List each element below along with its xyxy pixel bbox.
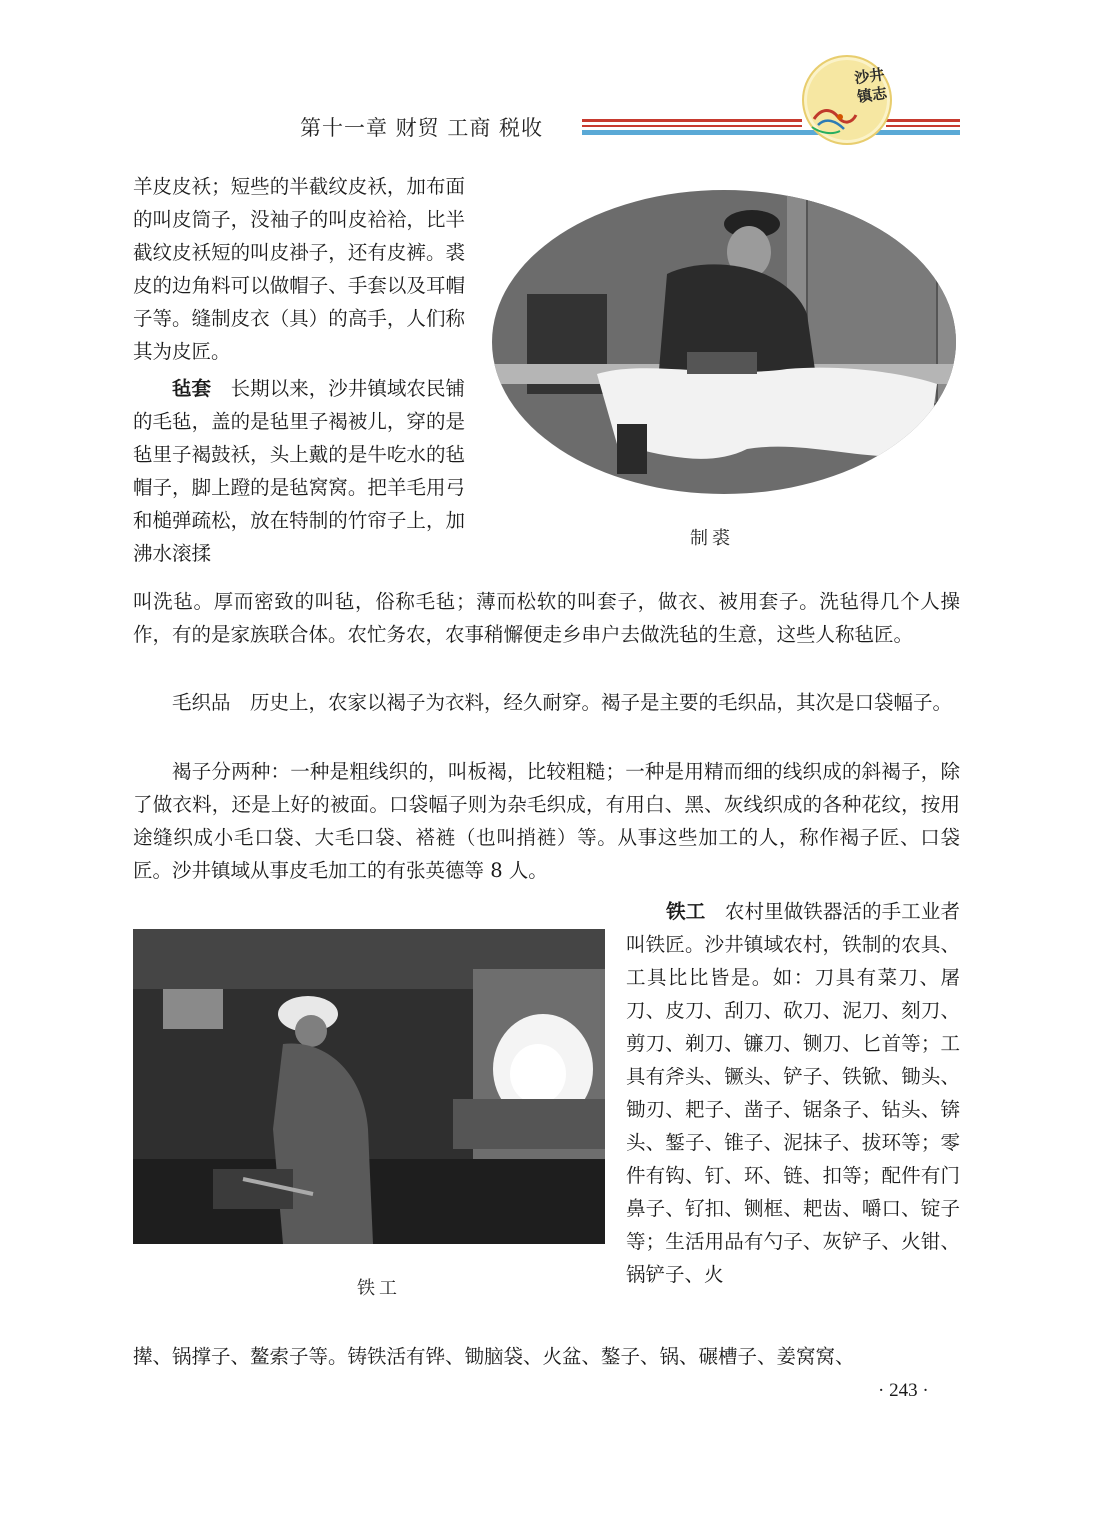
figure-caption: 铁工 xyxy=(357,1278,401,1299)
photo-making-fur xyxy=(487,184,961,500)
header-rule xyxy=(886,125,960,127)
figure-caption: 制裘 xyxy=(690,528,734,549)
paragraph-text: 长期以来，沙井镇域农民铺的毛毡，盖的是毡里子褐被儿，穿的是毡里子褐鼓袄，头上戴的是牛吃水的毡帽子，脚上蹬的是毡窝窝。把羊毛用弓和槌弹疏松，放在特制的竹帘子上，加沸水滚揉 xyxy=(133,377,465,565)
section-keyword: 毛织品 xyxy=(172,691,231,714)
header-rule xyxy=(582,125,802,127)
photo-fur-illustration xyxy=(487,184,961,500)
paragraph-text: 农村里做铁器活的手工业者叫铁匠。沙井镇域农村，铁制的农具、工具比比皆是。如：刀具有菜刀、屠刀、皮刀、刮刀、砍刀、泥刀、刻刀、剪刀、剃刀、镰刀、铡刀、匕首等；工具有斧头、镢头、铲子、铁锨、锄头、锄刃、耙子、凿子、锯条子、钻头、锛头、錾子、锥子、泥抹子、拔环等；零件有钩、钉、环、链、扣等；配件有门鼻子、钌扣、铡框、耙齿、嚼口、锭子等；生活用品有勺子、灰铲子、火钳、锅铲子、火 xyxy=(626,900,960,1286)
paragraph: 褐子分两种：一种是粗线织的，叫板褐，比较粗糙；一种是用精而细的线织成的斜褐子，除了做衣料，还是上好的被面。口袋幅子则为杂毛织成，有用白、黑、灰线织成的各种花纹，按用途缝织成小毛口袋、大毛口袋、褡裢（也叫捎裢）等。从事这些加工的人，称作褐子匠、口袋匠。沙井镇域从事皮毛加工的有张英德等 8 人。 xyxy=(133,760,960,882)
paragraph: 撵、锅撑子、鳌索子等。铸铁活有铧、锄脑袋、火盆、鏊子、锅、碾槽子、姜窝窝、 xyxy=(133,1345,855,1368)
section-keyword: 毡套 xyxy=(172,377,212,400)
photo-blacksmith xyxy=(133,929,605,1244)
seal-text: 沙井 镇志 xyxy=(853,65,889,107)
header-rule xyxy=(582,119,802,122)
header-rule xyxy=(582,130,960,135)
paragraph xyxy=(626,895,960,1291)
text-column-top xyxy=(133,170,465,570)
paragraph xyxy=(133,372,465,570)
paragraph: 叫洗毡。厚而密致的叫毡，俗称毛毡；薄而松软的叫套子，做衣、被用套子。洗毡得几个人操作，有的是家族联合体。农忙务农，农事稍懈便走乡串户去做洗毡的生意，这些人称毡匠。 xyxy=(133,590,960,646)
page-number: · 243 · xyxy=(878,1380,929,1401)
photo-blacksmith-illustration xyxy=(133,929,605,1244)
section-keyword: 铁工 xyxy=(666,900,706,923)
paragraph-text: 历史上，农家以褐子为衣料，经久耐穿。褐子是主要的毛织品，其次是口袋幅子。 xyxy=(250,691,953,714)
header-rule xyxy=(886,119,960,122)
book-seal-logo xyxy=(802,55,892,145)
paragraph xyxy=(133,686,960,719)
chapter-title: 第十一章 财贸 工商 税收 xyxy=(300,116,544,140)
paragraph: 羊皮皮袄；短些的半截纹皮袄，加布面的叫皮筒子，没袖子的叫皮袷袷，比半截纹皮袄短的叫皮褂子，还有皮裤。裘皮的边角料可以做帽子、手套以及耳帽子等。缝制皮衣（具）的高手，人们称其为皮匠。 xyxy=(133,175,465,363)
